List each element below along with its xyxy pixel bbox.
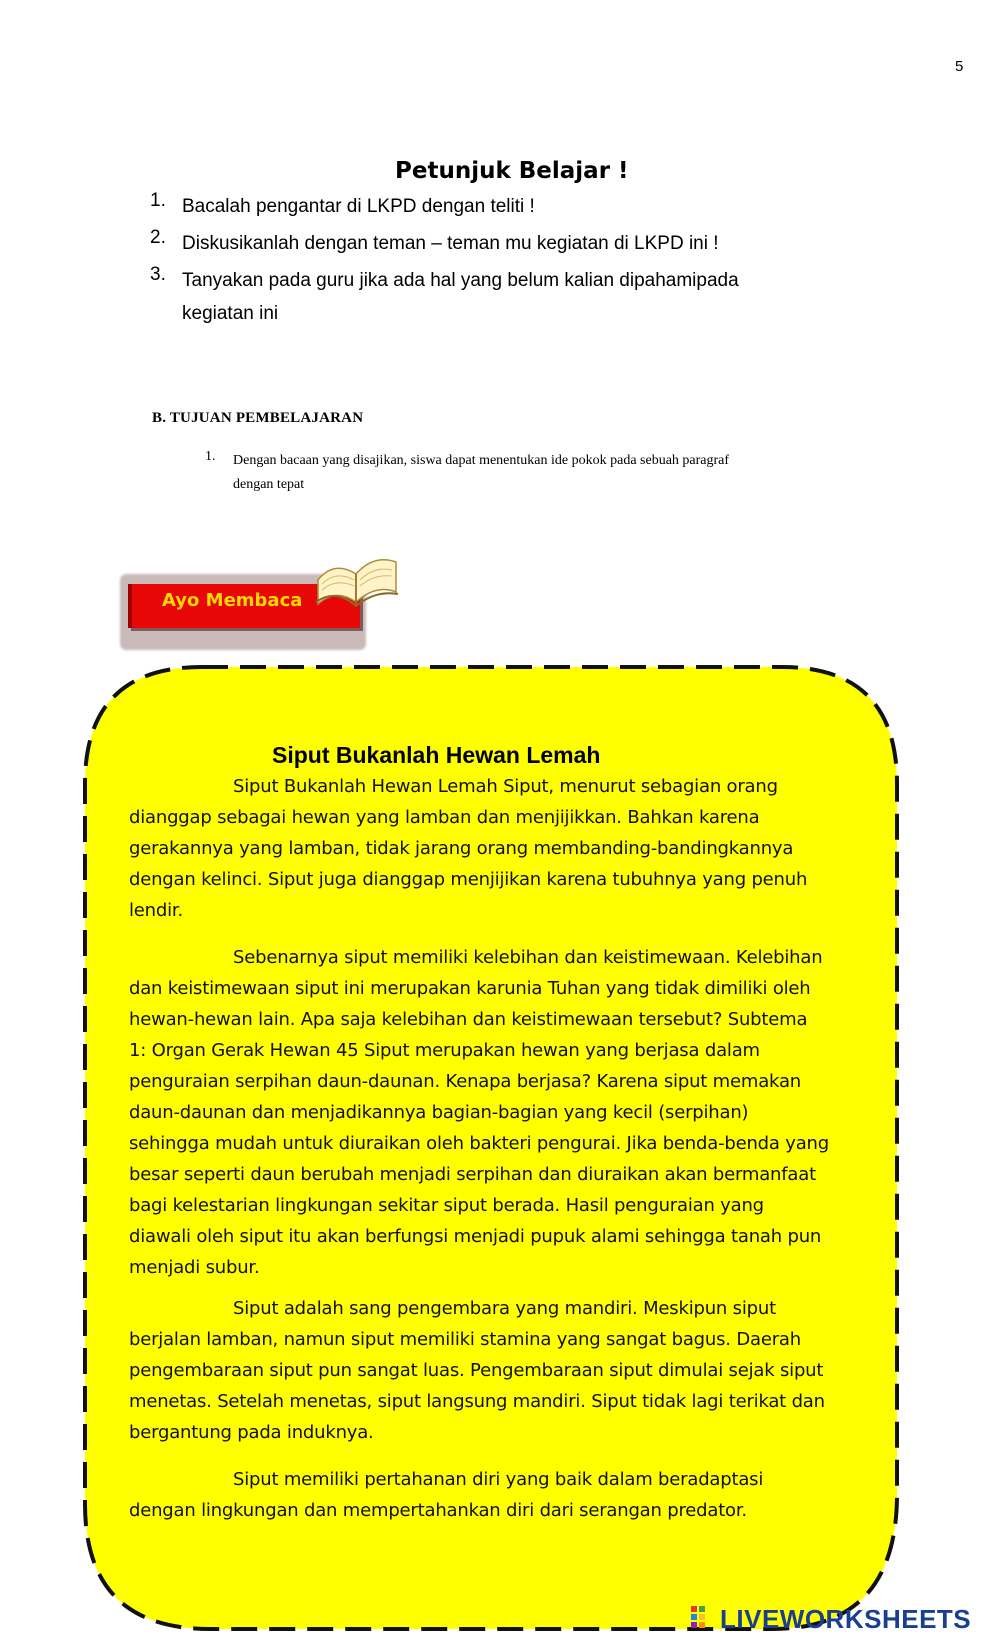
ayo-membaca-label: Ayo Membaca xyxy=(162,590,303,611)
petunjuk-item-text: Tanyakan pada guru jika ada hal yang belum kalian dipahamipada kegiatan ini xyxy=(182,270,739,324)
tujuan-item-number: 1. xyxy=(205,449,216,464)
story-paragraph xyxy=(129,1464,829,1526)
story-title: Siput Bukanlah Hewan Lemah xyxy=(272,742,601,768)
story-paragraph-text: Siput adalah sang pengembara yang mandiri. Meskipun siput berjalan lamban, namun siput memiliki stamina yang sangat bagus. Daerah pengembaraan siput pun sangat luas. Pengembaraan siput dimulai sejak siput menetas. Setelah menetas, siput langsung mandiri. Siput tidak lagi terikat dan bergantung pada induknya. xyxy=(129,1298,825,1443)
page-number: 5 xyxy=(955,58,964,75)
liveworksheets-logo[interactable] xyxy=(690,1599,971,1639)
petunjuk-item-text: Diskusikanlah dengan teman – teman mu kegiatan di LKPD ini ! xyxy=(182,233,719,254)
petunjuk-item-text: Bacalah pengantar di LKPD dengan teliti ! xyxy=(182,196,535,217)
story-paragraph xyxy=(129,771,829,926)
section-heading-tujuan: B. TUJUAN PEMBELAJARAN xyxy=(152,410,364,426)
story-paragraph-text: Siput memiliki pertahanan diri yang baik dalam beradaptasi dengan lingkungan dan mempertahankan diri dari serangan predator. xyxy=(129,1469,764,1521)
story-paragraph xyxy=(129,1293,829,1448)
petunjuk-item-number: 2. xyxy=(150,227,166,248)
liveworksheets-logo-icon xyxy=(690,1604,716,1634)
brand-name: LIVEWORKSHEETS xyxy=(720,1603,972,1634)
story-paragraph xyxy=(129,942,829,1283)
open-book-icon xyxy=(312,540,402,610)
tujuan-item-text: Dengan bacaan yang disajikan, siswa dapat menentukan ide pokok pada sebuah paragraf dengan tepat xyxy=(233,453,730,492)
petunjuk-title: Petunjuk Belajar ! xyxy=(395,158,629,184)
story-paragraph-text: Sebenarnya siput memiliki kelebihan dan keistimewaan. Kelebihan dan keistimewaan siput ini merupakan karunia Tuhan yang tidak dimiliki oleh hewan-hewan lain. Apa saja kelebihan dan keistimewaan tersebut? Subtema 1: Organ Gerak Hewan 45 Siput merupakan hewan yang berjasa dalam penguraian serpihan daun-daunan. Kenapa berjasa? Karena siput memakan daun-daunan dan menjadikannya bagian-bagian yang kecil (serpihan) sehingga mudah untuk diuraikan oleh bakteri pengurai. Jika benda-benda yang besar seperti daun berubah menjadi serpihan dan diuraikan akan bermanfaat bagi kelestarian lingkungan sekitar siput berada. Hasil penguraian yang diawali oleh siput itu akan berfungsi menjadi pupuk alami sehingga tanah pun menjadi subur. xyxy=(129,947,829,1278)
petunjuk-item-number: 3. xyxy=(150,264,166,285)
story-paragraph-text: Siput Bukanlah Hewan Lemah Siput, menurut sebagian orang dianggap sebagai hewan yang lamban dan menjijikkan. Bahkan karena gerakannya yang lamban, tidak jarang orang membanding-bandingkannya dengan kelinci. Siput juga dianggap menjijikan karena tubuhnya yang penuh lendir. xyxy=(129,776,808,921)
petunjuk-item xyxy=(150,264,782,330)
petunjuk-item xyxy=(150,227,822,260)
petunjuk-item-number: 1. xyxy=(150,190,166,211)
petunjuk-item xyxy=(150,190,822,223)
